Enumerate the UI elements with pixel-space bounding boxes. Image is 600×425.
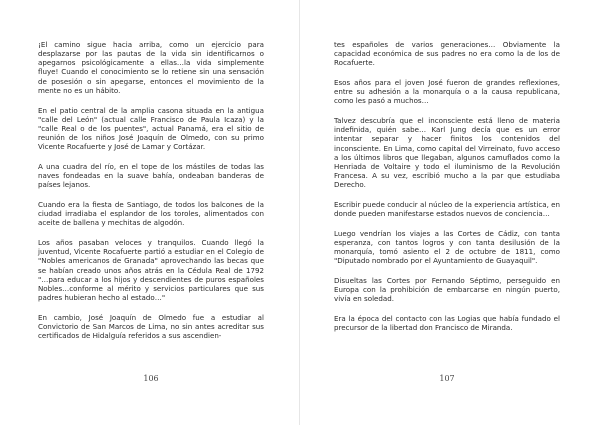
paragraph: En cambio, José Joaquín de Olmedo fue a estudiar al Convictorio de San Marcos de Lima, no sin antes acreditar sus certificados de Hidalguía referidos a sus ascendien-: [38, 312, 264, 341]
paragraph: Escribir puede conducir al núcleo de la experiencia artística, en donde pueden manifestarse estados nuevos de conciencia…: [334, 199, 560, 219]
page-number: 107: [439, 374, 455, 383]
paragraph: tes españoles de varios generaciones… Obviamente la capacidad económica de sus padres no era como la de los de Rocafuerte.: [334, 40, 560, 68]
paragraph: Esos años para el joven José fueron de grandes reflexiones, entre su adhesión a la monarquía o a la causa republicana, como les pasó a muchos…: [334, 78, 560, 106]
paragraph: Disueltas las Cortes por Fernando Séptimo, perseguido en Europa con la prohibición de embarcarse en ningún puerto, vivía en soledad.: [334, 276, 560, 304]
right-page-body: [334, 40, 560, 343]
paragraph: Los años pasaban veloces y tranquilos. Cuando llegó la juventud, Vicente Rocafuerte partió a estudiar en el Colegio de "Nobles americanos de Granada" aprovechando las becas que se habían creado unos años atrás en la Cédula Real de 1792 "…para educar a los hijos y descendientes de puros españoles Nobles…conforme al mérito y servicios particulares que sus padres hubieran hecho al estado…": [38, 238, 264, 302]
paragraph: ¡El camino sigue hacia arriba, como un ejercicio para desplazarse por las pautas de la vida sin identificarnos o apegarnos psicológicamente a ellas…la vida simplemente fluye! Cuando el conocimiento se lo retiene sin una sensación de posesión o sin apegarse, entonces el movimiento de la mente no es un hábito.: [38, 40, 264, 95]
right-page: [300, 0, 600, 425]
page-number: 106: [143, 374, 159, 383]
paragraph: Cuando era la fiesta de Santiago, de todos los balcones de la ciudad irradiaba el esplandor de los toroles, alimentados con aceite de ballena y mechitas de algodón.: [38, 199, 264, 228]
paragraph: Era la época del contacto con las Logias que había fundado el precursor de la libertad don Francisco de Miranda.: [334, 314, 560, 333]
paragraph: Talvez descubría que el inconsciente está lleno de materia indefinida, quién sabe… Karl Jung decía que es un error intentar separar y hacer finitos los contenidos del inconsciente. En Lima, como capital del Virreinato, fuvo acceso a los últimos libros que llegaban, algunos camuflados como la Henriada de Voltaire y todo el iluminismo de la Revolución Francesa. A su vez, escribió mucho a la par que estudiaba Derecho.: [334, 116, 560, 190]
paragraph: En el patio central de la amplia casona situada en la antigua "calle del León" (actual calle Francisco de Paula Icaza) y la "calle Real o de los puentes", actual Panamá, era el sitio de reunión de los niños José Joaquín de Olmedo, con su primo Vicente Rocafuerte y José de Lamar y Cortázar.: [38, 105, 264, 152]
paragraph: Luego vendrían los viajes a las Cortes de Cádiz, con tanta esperanza, con tantos logros y con tanta desilusión de la monarquía, tomó asiento el 2 de octubre de 1811, como "Diputado nombrado por el Ayuntamiento de Guayaquil".: [334, 228, 560, 266]
paragraph: A una cuadra del río, en el tope de los mástiles de todas las naves fondeadas en la suave bahía, ondeaban banderas de países lejanos.: [38, 161, 264, 190]
left-page-body: [38, 40, 264, 351]
